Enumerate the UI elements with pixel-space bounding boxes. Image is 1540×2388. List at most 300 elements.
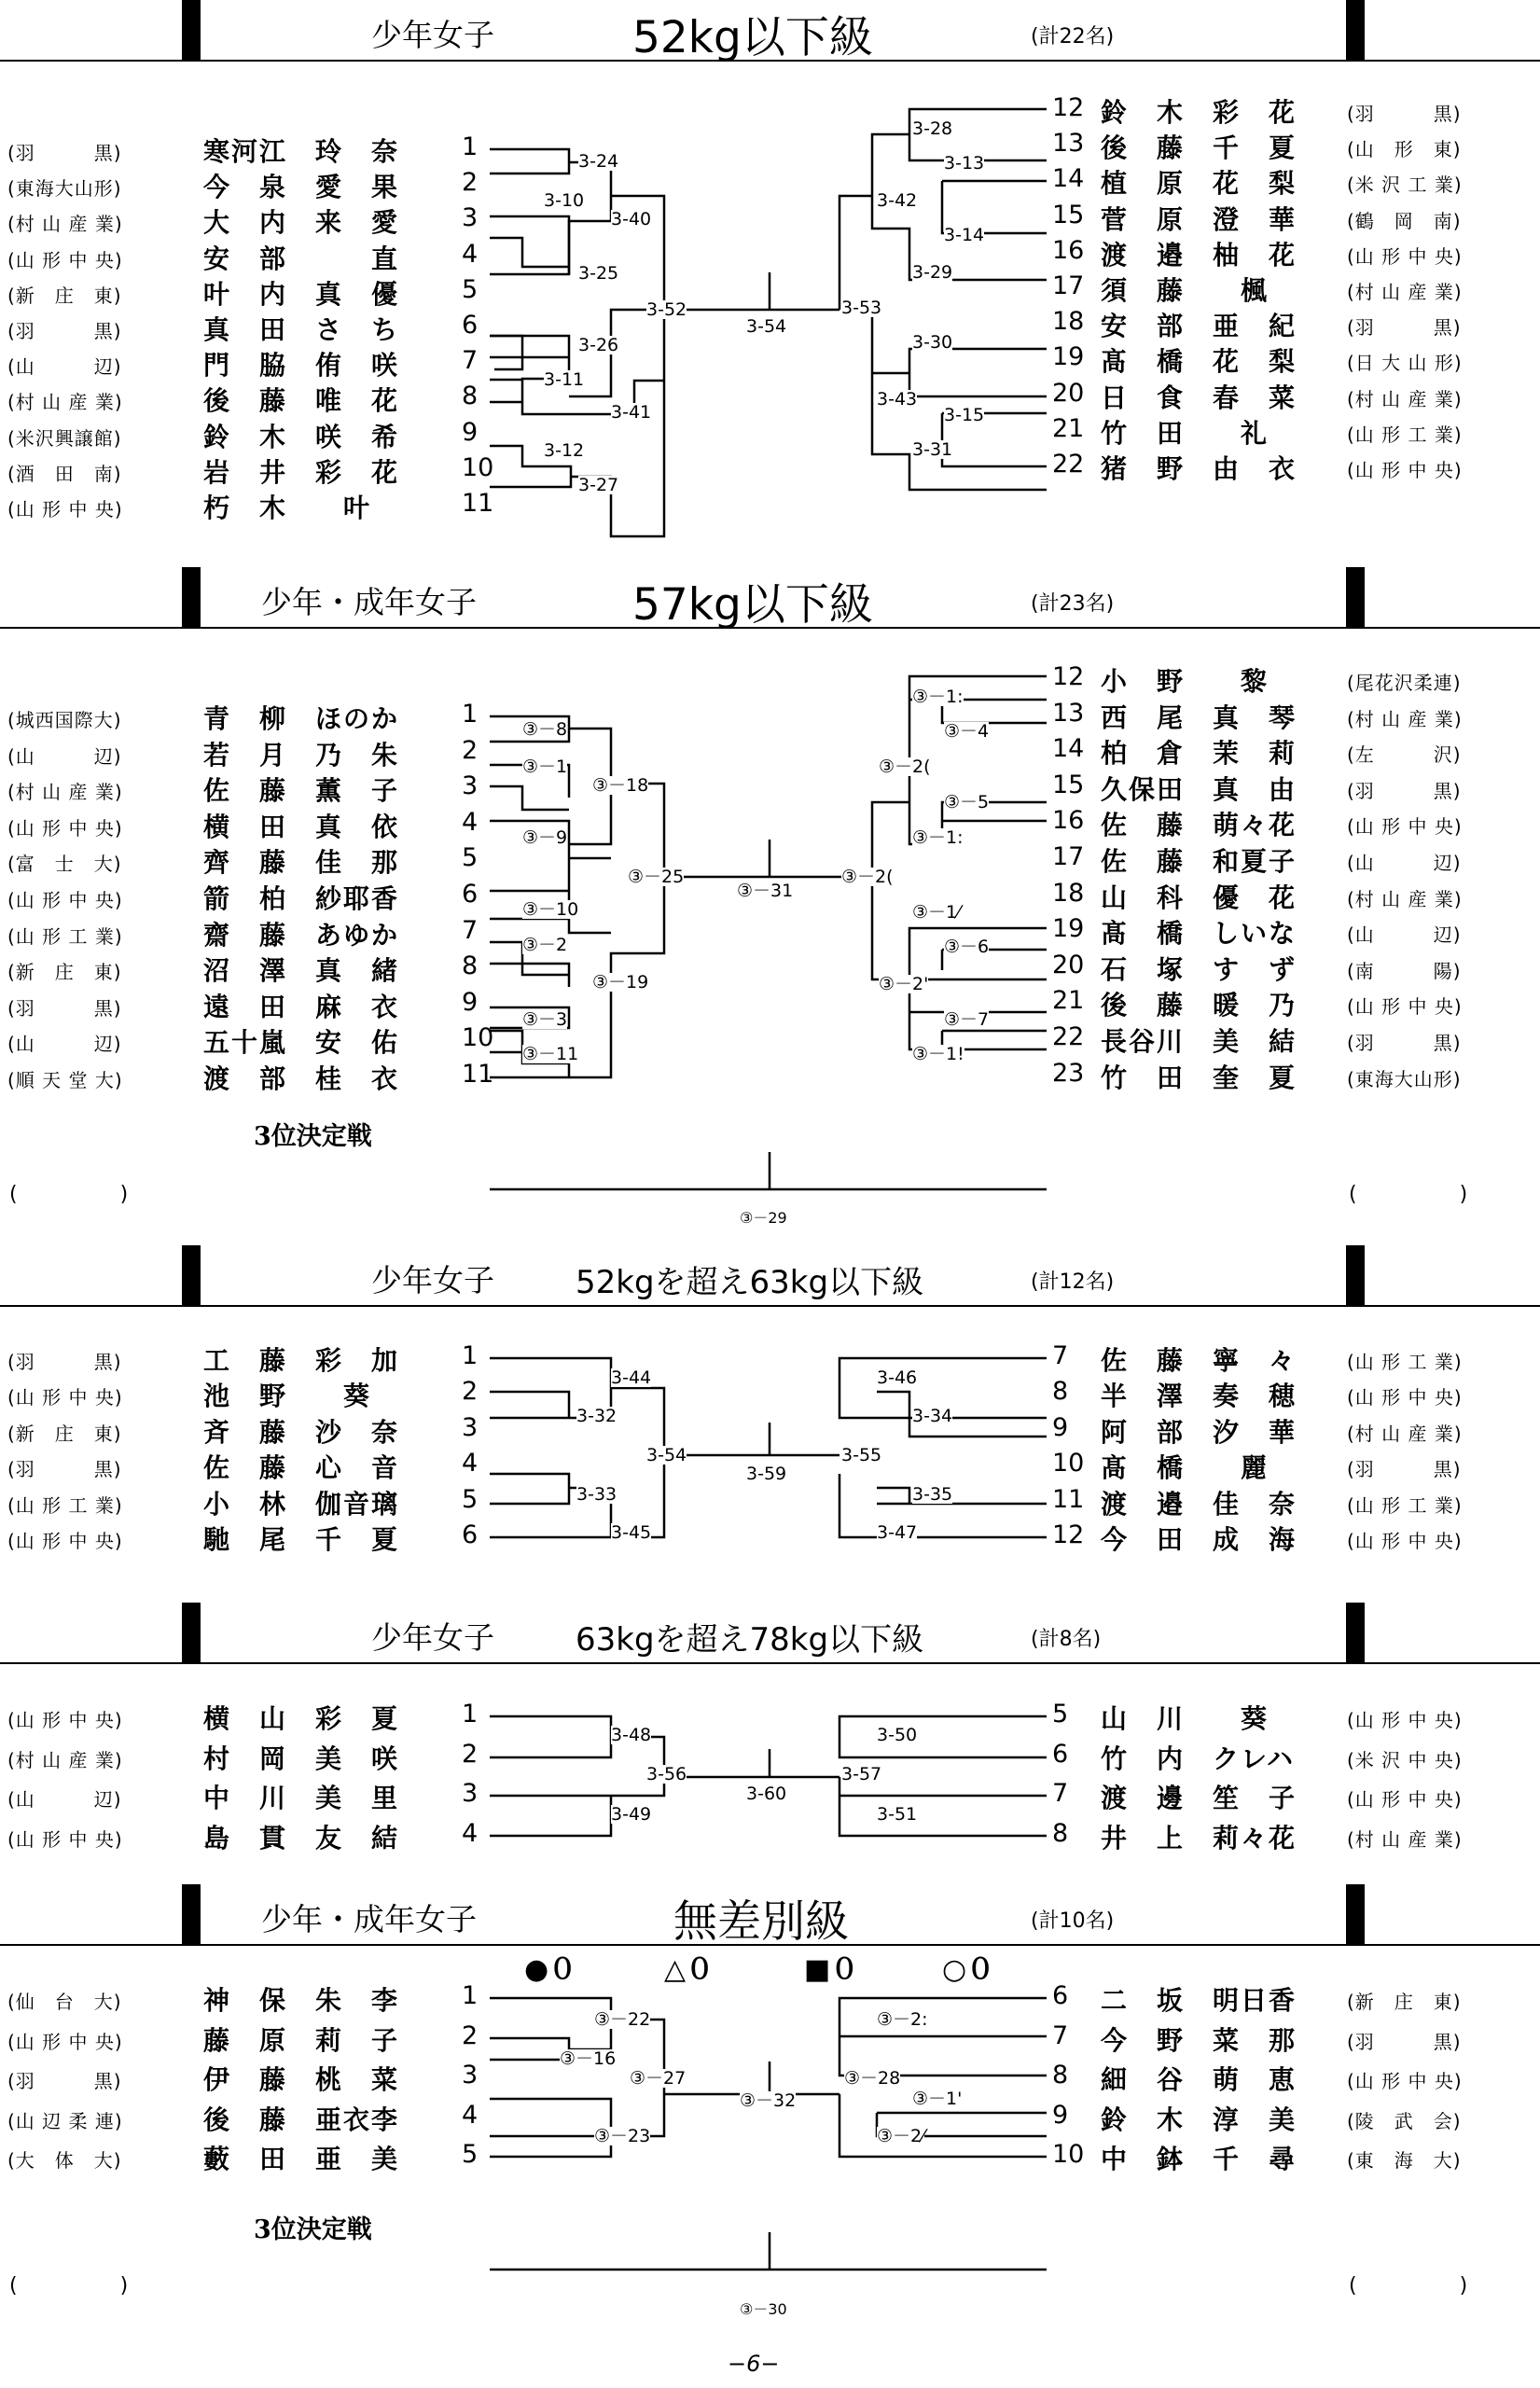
match-label: ③－6: [944, 937, 990, 957]
right-entry-number: 21: [1052, 986, 1085, 1016]
right-entry-affiliation: (羽 黒): [1347, 779, 1462, 802]
right-entry-name: 竹 田 奎 夏: [1101, 1062, 1297, 1093]
left-entry-number: 4: [462, 1819, 479, 1849]
match-label: ③－1:: [912, 827, 964, 848]
left-entry-affiliation: (酒 田 南): [7, 462, 122, 485]
right-entry-affiliation: (新 庄 東): [1347, 1991, 1462, 2013]
right-entry-affiliation: (村 山 産 業): [1347, 707, 1463, 730]
left-entry-number: 10: [462, 1023, 494, 1053]
left-entry-affiliation: (羽 黒): [7, 996, 122, 1020]
left-entry-name: 後 藤 唯 花: [203, 385, 400, 417]
right-entry-number: 10: [1052, 1449, 1085, 1479]
match-label: ③－2: [522, 935, 568, 955]
right-entry-affiliation: (山 形 中 央): [1347, 459, 1463, 481]
match-label: ③－10: [522, 899, 579, 920]
right-entry-affiliation: (村 山 産 業): [1347, 1828, 1463, 1852]
right-entry-affiliation: (村 山 産 業): [1347, 387, 1463, 410]
right-entry-number: 20: [1052, 950, 1085, 979]
left-entry-name: 五十嵐 安 佑: [203, 1027, 400, 1059]
left-entry-name: 安 部 直: [203, 243, 400, 274]
right-entry-number: 12: [1052, 93, 1085, 122]
right-entry-name: 石 塚 す ず: [1101, 953, 1297, 985]
right-entry-affiliation: (山 形 中 央): [1347, 995, 1463, 1019]
left-entry-name: 村 岡 美 咲: [203, 1742, 400, 1774]
match-label: ③－1: [522, 757, 568, 777]
right-entry-name: 柏 倉 茉 莉: [1101, 738, 1297, 770]
match-label: 3-28: [912, 118, 953, 139]
left-entry-name: 佐 藤 心 音: [203, 1452, 400, 1484]
right-entry-affiliation: (山 形 中 央): [1347, 1530, 1463, 1552]
weight-class-title: 63kgを超え78kg以下級: [576, 1621, 924, 1659]
right-entry-name: 日 食 春 菜: [1101, 382, 1297, 413]
left-entry-name: 伊 藤 桃 菜: [203, 2064, 400, 2095]
right-entry-number: 10: [1052, 2140, 1085, 2169]
left-entry-affiliation: (山 形 中 央): [7, 1709, 123, 1731]
right-entry-name: 久保田 真 由: [1101, 773, 1297, 805]
left-entry-number: 1: [462, 1341, 479, 1370]
match-label: ③－11: [522, 1044, 579, 1064]
match-label: ③－27: [630, 2068, 687, 2089]
participant-count: (計23名): [1031, 592, 1115, 616]
right-entry-affiliation: (羽 黒): [1347, 316, 1462, 340]
match-label: 3-47: [877, 1522, 918, 1543]
left-entry-affiliation: (城西国際大): [7, 709, 122, 731]
left-entry-number: 5: [462, 843, 479, 873]
left-entry-name: 岩 井 彩 花: [203, 456, 400, 488]
left-entry-affiliation: (山 形 中 央): [7, 2030, 123, 2053]
left-entry-number: 8: [462, 951, 479, 981]
match-label: 3-11: [544, 369, 585, 390]
right-entry-name: 渡 邊 笙 子: [1101, 1783, 1297, 1814]
match-label: 3-34: [912, 1406, 953, 1426]
right-entry-affiliation: (山 形 中 央): [1347, 2070, 1463, 2092]
match-label: 3-50: [877, 1725, 918, 1745]
right-entry-name: 佐 藤 萌々花: [1101, 810, 1297, 841]
match-label: ③－2': [879, 974, 929, 994]
match-label: 3-30: [912, 332, 953, 353]
left-entry-name: 門 脇 侑 咲: [203, 350, 400, 382]
right-entry-name: 猪 野 由 衣: [1101, 453, 1297, 484]
right-entry-number: 22: [1052, 1022, 1085, 1051]
right-entry-affiliation: (左 沢): [1347, 743, 1462, 767]
left-entry-name: 齊 藤 佳 那: [203, 847, 400, 879]
match-label: 3-33: [576, 1484, 617, 1505]
final-match-label: 3-60: [746, 1784, 787, 1804]
right-entry-number: 7: [1052, 1341, 1069, 1370]
left-entry-number: 8: [462, 382, 479, 411]
right-entry-affiliation: (羽 黒): [1347, 2030, 1462, 2053]
right-entry-affiliation: (羽 黒): [1347, 1032, 1462, 1054]
match-label: 3-54: [646, 1445, 687, 1465]
final-match-label: 3-59: [746, 1464, 787, 1484]
left-entry-affiliation: (羽 黒): [7, 142, 122, 164]
left-entry-number: 1: [462, 1700, 479, 1729]
left-entry-name: 齋 藤 あゆか: [203, 919, 400, 951]
left-entry-affiliation: (羽 黒): [7, 320, 122, 342]
left-entry-number: 3: [462, 1412, 479, 1442]
right-entry-name: 髙 橋 しいな: [1101, 918, 1297, 950]
right-entry-number: 12: [1052, 662, 1085, 691]
match-label: ③－9: [522, 827, 568, 848]
left-entry-name: 大 内 来 愛: [203, 207, 400, 239]
left-entry-name: 横 山 彩 夏: [203, 1703, 400, 1734]
right-entry-name: 西 尾 真 琴: [1101, 701, 1297, 733]
right-entry-name: 山 川 葵: [1101, 1703, 1269, 1734]
left-entry-affiliation: (村 山 産 業): [7, 1748, 123, 1771]
right-entry-name: 佐 藤 寧 々: [1101, 1345, 1297, 1376]
match-label: 3-53: [841, 298, 882, 318]
left-entry-number: 3: [462, 2061, 479, 2090]
right-entry-name: 安 部 亜 紀: [1101, 311, 1297, 342]
left-entry-name: 横 田 真 依: [203, 811, 400, 842]
third-place-match: ③－29: [740, 1209, 787, 1227]
right-entry-affiliation: (山 形 工 業): [1347, 1493, 1463, 1517]
left-entry-number: 2: [462, 168, 479, 198]
match-label: ③－4: [944, 721, 990, 742]
match-label: ③－28: [844, 2068, 901, 2089]
right-entry-name: 髙 橋 麗: [1101, 1452, 1269, 1484]
final-match-label: ③－31: [737, 881, 794, 901]
right-entry-affiliation: (南 陽): [1347, 959, 1462, 982]
right-entry-affiliation: (尾花沢柔連): [1347, 672, 1462, 694]
left-entry-affiliation: (羽 黒): [7, 1351, 122, 1373]
left-entry-number: 4: [462, 1449, 479, 1479]
right-entry-name: 菅 原 澄 華: [1101, 203, 1297, 235]
left-entry-affiliation: (新 庄 東): [7, 1422, 122, 1445]
right-entry-affiliation: (村 山 産 業): [1347, 887, 1463, 910]
right-entry-affiliation: (山 形 中 央): [1347, 1709, 1463, 1731]
left-entry-name: 今 泉 愛 果: [203, 172, 400, 203]
weight-class-title: 52kgを超え63kg以下級: [576, 1264, 924, 1301]
right-entry-number: 8: [1052, 1377, 1069, 1407]
left-entry-affiliation: (山 形 中 央): [7, 498, 123, 521]
weight-class-title: 57kg以下級: [632, 579, 873, 631]
right-entry-affiliation: (羽 黒): [1347, 1458, 1462, 1481]
third-place-title: 3位決定戦: [254, 1122, 372, 1151]
legend-triangle: △０: [664, 1953, 715, 1986]
right-entry-name: 阿 部 汐 華: [1101, 1416, 1297, 1448]
right-entry-affiliation: (山 形 中 央): [1347, 1788, 1463, 1812]
left-entry-affiliation: (大 体 大): [7, 2149, 122, 2172]
match-label: 3-56: [646, 1764, 687, 1784]
match-label: 3-44: [611, 1368, 652, 1388]
left-entry-number: 11: [462, 1060, 494, 1089]
match-label: 3-57: [841, 1764, 882, 1784]
right-entry-number: 14: [1052, 164, 1085, 194]
participant-count: (計8名): [1031, 1628, 1102, 1651]
legend-black-square: ■０: [804, 1953, 859, 1986]
match-label: ③－7: [944, 1009, 990, 1030]
left-entry-name: 沼 澤 真 緒: [203, 955, 400, 987]
left-entry-affiliation: (村 山 産 業): [7, 391, 123, 414]
match-label: ③－2:: [877, 2009, 928, 2030]
match-label: ③－19: [592, 972, 649, 993]
right-entry-affiliation: (山 辺): [1347, 852, 1462, 874]
match-label: ③－3: [522, 1009, 568, 1030]
left-entry-number: 2: [462, 2020, 479, 2050]
legend-black-circle: ●０: [524, 1953, 577, 1986]
left-entry-name: 渡 部 桂 衣: [203, 1063, 400, 1094]
left-entry-affiliation: (米沢興譲館): [7, 426, 122, 450]
left-entry-name: 後 藤 亜衣李: [203, 2103, 400, 2135]
left-entry-number: 3: [462, 1779, 479, 1809]
left-entry-affiliation: (山 形 中 央): [7, 889, 123, 911]
right-entry-number: 5: [1052, 1700, 1069, 1729]
left-entry-name: 馳 尾 千 夏: [203, 1524, 400, 1555]
match-label: 3-42: [877, 190, 918, 211]
match-label: ③－8: [522, 719, 568, 740]
left-entry-number: 1: [462, 700, 479, 729]
right-entry-affiliation: (陵 武 会): [1347, 2109, 1462, 2132]
left-entry-name: 若 月 乃 朱: [203, 739, 400, 771]
right-entry-name: 井 上 莉々花: [1101, 1823, 1297, 1854]
left-entry-number: 3: [462, 771, 479, 801]
match-label: 3-52: [646, 299, 687, 320]
third-place-left-slot: ( ): [9, 2274, 129, 2298]
match-label: 3-29: [912, 262, 953, 283]
right-entry-number: 17: [1052, 842, 1085, 871]
left-entry-number: 10: [462, 452, 494, 482]
left-entry-number: 6: [462, 880, 479, 909]
right-entry-affiliation: (東 海 大): [1347, 2149, 1462, 2172]
left-entry-affiliation: (新 庄 東): [7, 284, 122, 307]
participant-count: (計10名): [1031, 1909, 1115, 1933]
right-entry-number: 21: [1052, 413, 1085, 443]
left-entry-affiliation: (山 辺): [7, 1033, 122, 1056]
right-entry-number: 20: [1052, 378, 1085, 408]
category-title: 少年女子: [371, 17, 494, 53]
right-entry-number: 15: [1052, 200, 1085, 229]
right-entry-name: 鈴 木 彩 花: [1101, 97, 1297, 128]
left-entry-affiliation: (富 士 大): [7, 853, 122, 876]
left-entry-affiliation: (山 辺): [7, 355, 122, 379]
category-title: 少年・成年女子: [261, 584, 477, 620]
weight-class-title: 52kg以下級: [632, 12, 873, 63]
right-entry-number: 12: [1052, 1520, 1085, 1549]
left-entry-number: 7: [462, 346, 479, 376]
match-label: 3-31: [912, 439, 953, 460]
right-entry-number: 22: [1052, 450, 1085, 479]
left-entry-number: 1: [462, 132, 479, 161]
left-entry-number: 3: [462, 203, 479, 233]
right-entry-number: 11: [1052, 1484, 1085, 1514]
weight-class-title: 無差別級: [673, 1896, 849, 1948]
left-entry-number: 5: [462, 1484, 479, 1514]
left-entry-affiliation: (新 庄 東): [7, 961, 122, 984]
right-entry-affiliation: (山 形 中 央): [1347, 1386, 1463, 1409]
left-entry-affiliation: (村 山 産 業): [7, 213, 123, 236]
left-entry-name: 佐 藤 薫 子: [203, 775, 400, 807]
right-entry-number: 9: [1052, 2100, 1069, 2130]
right-entry-number: 7: [1052, 2020, 1069, 2050]
right-entry-number: 19: [1052, 342, 1085, 372]
right-entry-name: 長谷川 美 結: [1101, 1026, 1297, 1057]
right-entry-name: 後 藤 暖 乃: [1101, 990, 1297, 1021]
right-entry-number: 16: [1052, 235, 1085, 265]
match-label: ③－1': [912, 2089, 963, 2109]
right-entry-number: 13: [1052, 129, 1085, 159]
right-entry-name: 須 藤 楓: [1101, 275, 1269, 306]
right-entry-name: 髙 橋 花 梨: [1101, 346, 1297, 378]
left-entry-number: 5: [462, 2140, 479, 2169]
right-entry-number: 14: [1052, 734, 1085, 764]
left-entry-number: 6: [462, 311, 479, 340]
left-entry-name: 真 田 さ ち: [203, 314, 400, 345]
right-entry-affiliation: (鶴 岡 南): [1347, 209, 1462, 232]
right-entry-affiliation: (山 形 東): [1347, 138, 1462, 161]
left-entry-affiliation: (山 形 工 業): [7, 924, 123, 948]
left-entry-number: 4: [462, 239, 479, 269]
third-place-left-slot: ( ): [9, 1183, 129, 1206]
left-entry-number: 9: [462, 417, 479, 447]
left-entry-number: 1: [462, 1981, 479, 2010]
match-label: 3-49: [611, 1804, 652, 1825]
category-title: 少年女子: [371, 1262, 494, 1298]
left-entry-name: 神 保 朱 李: [203, 1985, 400, 2016]
right-entry-number: 16: [1052, 806, 1085, 836]
left-entry-name: 藪 田 亜 美: [203, 2144, 400, 2174]
match-label: ③－1⁄: [912, 902, 961, 923]
right-entry-name: 細 谷 萌 恵: [1101, 2064, 1297, 2095]
match-label: 3-12: [544, 440, 585, 461]
right-entry-affiliation: (山 辺): [1347, 923, 1462, 947]
category-title: 少年・成年女子: [261, 1901, 477, 1937]
left-entry-affiliation: (山 形 中 央): [7, 248, 123, 271]
third-place-title: 3位決定戦: [254, 2215, 372, 2244]
participant-count: (計12名): [1031, 1270, 1115, 1294]
left-entry-number: 9: [462, 987, 479, 1017]
match-label: ③－18: [592, 775, 649, 796]
match-label: ③－2⁄: [877, 2126, 925, 2146]
left-entry-name: 池 野 葵: [203, 1381, 372, 1412]
right-entry-number: 8: [1052, 1819, 1069, 1849]
category-title: 少年女子: [371, 1619, 494, 1656]
right-entry-name: 小 野 黎: [1101, 666, 1269, 697]
right-entry-affiliation: (山 形 工 業): [1347, 423, 1463, 446]
right-entry-affiliation: (山 形 工 業): [1347, 1351, 1463, 1373]
right-entry-name: 竹 内 クレハ: [1101, 1742, 1296, 1774]
match-label: 3-43: [877, 389, 918, 410]
left-entry-number: 11: [462, 489, 494, 518]
third-place-match: ③－30: [740, 2300, 787, 2318]
right-entry-affiliation: (村 山 産 業): [1347, 281, 1463, 303]
right-entry-number: 13: [1052, 698, 1085, 728]
match-label: ③－22: [594, 2009, 651, 2030]
left-entry-affiliation: (順 天 堂 大): [7, 1069, 123, 1091]
right-entry-name: 鈴 木 淳 美: [1101, 2103, 1297, 2135]
left-entry-name: 寒河江 玲 奈: [203, 136, 400, 167]
match-label: ③－16: [560, 2048, 617, 2069]
right-entry-affiliation: (山 形 中 央): [1347, 244, 1463, 268]
right-entry-affiliation: (羽 黒): [1347, 103, 1462, 125]
match-label: 3-40: [611, 209, 652, 229]
left-entry-affiliation: (山 形 中 央): [7, 1828, 123, 1852]
right-entry-number: 18: [1052, 307, 1085, 337]
left-entry-affiliation: (山 形 中 央): [7, 1386, 123, 1409]
match-label: ③－1:: [912, 687, 964, 707]
match-label: 3-45: [611, 1522, 652, 1543]
left-entry-affiliation: (山 形 中 央): [7, 816, 123, 840]
match-label: ③－2(: [879, 757, 931, 777]
right-entry-name: 植 原 花 梨: [1101, 168, 1297, 200]
match-label: 3-14: [944, 225, 985, 245]
right-entry-name: 今 野 菜 那: [1101, 2024, 1297, 2056]
right-entry-name: 渡 邉 佳 奈: [1101, 1488, 1297, 1520]
match-label: 3-10: [544, 190, 585, 211]
left-entry-affiliation: (東海大山形): [7, 177, 122, 201]
right-entry-name: 二 坂 明日香: [1101, 1985, 1297, 2016]
third-place-right-slot: ( ): [1349, 1183, 1468, 1206]
match-label: 3-15: [944, 405, 985, 425]
match-label: ③－23: [594, 2126, 651, 2146]
left-entry-name: 藤 原 莉 子: [203, 2024, 400, 2056]
match-label: 3-48: [611, 1725, 652, 1745]
right-entry-affiliation: (東海大山形): [1347, 1067, 1462, 1090]
match-label: ③－2(: [841, 867, 894, 887]
match-label: 3-51: [877, 1804, 918, 1825]
match-label: ③－5: [944, 792, 990, 812]
left-entry-affiliation: (山 辺 柔 連): [7, 2109, 123, 2132]
right-entry-name: 竹 田 礼: [1101, 417, 1269, 449]
left-entry-number: 4: [462, 2100, 479, 2130]
right-entry-name: 中 鉢 千 尋: [1101, 2144, 1297, 2174]
match-label: ③－25: [628, 867, 685, 887]
left-entry-affiliation: (山 形 工 業): [7, 1493, 123, 1517]
right-entry-affiliation: (山 形 中 央): [1347, 815, 1463, 839]
right-entry-name: 後 藤 千 夏: [1101, 132, 1297, 164]
left-entry-affiliation: (羽 黒): [7, 2070, 122, 2092]
right-entry-name: 半 澤 奏 穂: [1101, 1381, 1297, 1412]
match-label: 3-41: [611, 402, 652, 423]
right-entry-number: 7: [1052, 1779, 1069, 1809]
left-entry-affiliation: (村 山 産 業): [7, 781, 123, 804]
left-entry-name: 叶 内 真 優: [203, 278, 400, 310]
left-entry-affiliation: (山 辺): [7, 1788, 122, 1812]
match-label: 3-27: [578, 475, 619, 495]
right-entry-number: 8: [1052, 2061, 1069, 2090]
page-number: −6−: [728, 2351, 780, 2377]
right-entry-number: 15: [1052, 770, 1085, 799]
right-entry-number: 18: [1052, 878, 1085, 908]
right-entry-name: 佐 藤 和夏子: [1101, 846, 1297, 877]
left-entry-number: 2: [462, 1739, 479, 1769]
match-label: 3-35: [912, 1484, 953, 1505]
left-entry-affiliation: (羽 黒): [7, 1458, 122, 1481]
left-entry-number: 7: [462, 915, 479, 945]
left-entry-number: 2: [462, 735, 479, 765]
right-entry-affiliation: (米 沢 工 業): [1347, 174, 1463, 197]
right-entry-name: 渡 邉 柚 花: [1101, 239, 1297, 271]
left-entry-affiliation: (仙 台 大): [7, 1991, 122, 2013]
legend-white-circle: ○０: [942, 1953, 995, 1986]
left-entry-number: 5: [462, 274, 479, 304]
third-place-right-slot: ( ): [1349, 2274, 1468, 2298]
right-entry-number: 9: [1052, 1412, 1069, 1442]
right-entry-name: 山 科 優 花: [1101, 882, 1297, 913]
left-entry-name: 遠 田 麻 衣: [203, 991, 400, 1022]
left-entry-name: 工 藤 彩 加: [203, 1345, 400, 1376]
left-entry-name: 箭 柏 紗耶香: [203, 883, 400, 914]
left-entry-affiliation: (山 形 中 央): [7, 1530, 123, 1552]
match-label: 3-32: [576, 1406, 617, 1426]
left-entry-name: 中 川 美 里: [203, 1783, 400, 1814]
right-entry-number: 17: [1052, 271, 1085, 300]
final-match-label: 3-54: [746, 316, 787, 337]
match-label: 3-25: [578, 263, 619, 284]
left-entry-number: 2: [462, 1377, 479, 1407]
left-entry-name: 鈴 木 咲 希: [203, 421, 400, 452]
final-match-label: ③－32: [740, 2090, 797, 2111]
